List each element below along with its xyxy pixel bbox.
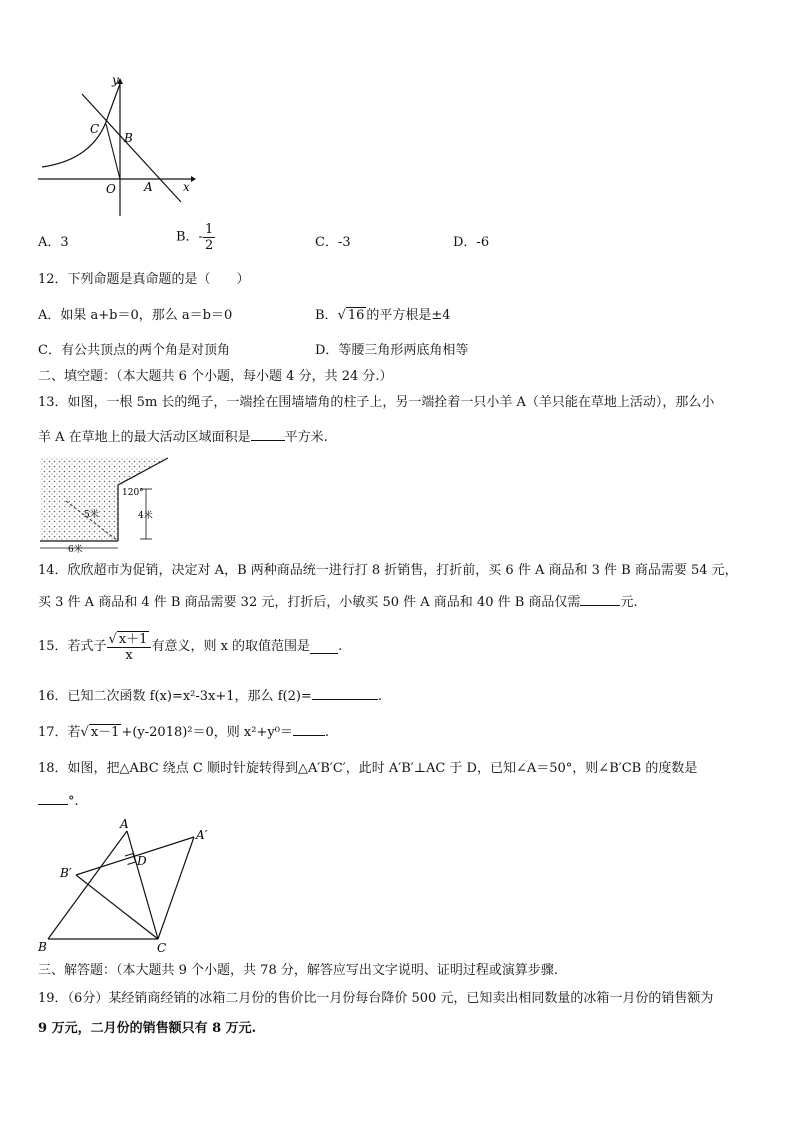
segment-oc [106,124,120,179]
sqrt-radicand: 16 [347,308,365,323]
side-ac [127,831,158,939]
q15-suffix: 有意义，则 x 的取值范围是 [151,639,311,654]
label-d: D [137,854,147,868]
sqrt-radicand: x－1 [90,725,120,740]
q11-option-c: C．-3 [315,235,351,250]
q19-line2: 9 万元，二月份的销售额只有 8 万元. [38,1021,257,1036]
section-2-heading: 二、填空题：（本大题共 6 个小题，每小题 4 分，共 24 分.） [38,369,393,384]
grass-area [40,457,118,541]
q13-line1: 13．如图，一根 5m 长的绳子，一端拴在围墙墙角的柱子上，另一端拴着一只小羊 A（羊只能在草地上活动），那么小 [38,395,715,410]
side-b2c [76,875,158,939]
sqrt-sign: √ [80,725,89,740]
answer-blank [310,641,338,654]
label-x: x [183,180,190,194]
q15-line [38,627,342,668]
q12-option-a: A．如果 a+b＝0，那么 a＝b＝0 [38,308,233,323]
q11-option-d: D．-6 [453,235,490,250]
label-angle: 120° [122,488,144,498]
answer-blank [580,593,620,606]
label-c: C [157,941,167,955]
label-c: C [90,122,100,136]
q11-function-graph [36,72,196,218]
q16-end: . [377,689,382,704]
q12-option-c: C．有公共顶点的两个角是对顶角 [38,343,230,358]
fraction-denominator: x [125,647,133,663]
q12-option-d: D．等腰三角形两底角相等 [315,343,469,358]
fraction-numerator: 1 [204,222,214,237]
section-3-heading: 三、解答题：（本大题共 9 个小题，共 78 分，解答应写出文字说明、证明过程或演算步骤. [38,963,558,978]
answer-blank [293,723,325,736]
label-a: A [144,180,153,194]
answer-blank [312,687,378,700]
q14-line2 [38,593,638,612]
q13-line2-text: 羊 A 在草地上的最大活动区域面积是 [38,430,251,445]
hyperbola-curve [42,84,120,167]
label-y: y [112,73,119,87]
q14-line2-text: 买 3 件 A 商品和 4 件 B 商品需要 32 元，打折后，小敏买 50 件 A 商品和 40 件 B 商品仅需 [38,595,581,610]
q12-option-b-suffix: 的平方根是±4 [366,308,451,323]
q18-degree: °. [68,794,79,809]
q18-line1: 18．如图，把△ABC 绕点 C 顺时针旋转得到△A′B′C′，此时 A′B′⊥AC 于 D，已知∠A＝50°，则∠B′CB 的度数是 [38,761,698,776]
q15-end: . [338,639,343,654]
label-b-prime: B′ [60,866,72,880]
sqrt-sign: √ [337,308,346,323]
fraction-numerator: √ x＋1 [107,632,152,648]
q11-option-a: A．3 [38,235,69,250]
answer-blank [38,792,68,805]
label-b: B [38,940,47,954]
q16-text: 16．已知二次函数 f(x)=x²-3x+1，那么 f(2)= [38,689,312,704]
q12-option-b-prefix: B． [315,308,338,323]
q14-line1: 14．欣欣超市为促销，决定对 A，B 两种商品统一进行打 8 折销售，打折前，买 6 件 A 商品和 3 件 B 商品需要 54 元， [38,563,738,578]
q11-option-b-fraction [203,222,215,253]
label-wall: 4米 [138,511,153,521]
label-a-prime: A′ [196,828,208,842]
answer-blank [251,428,285,441]
q17-prefix: 17．若 [38,725,81,740]
x-axis-arrow [191,176,196,182]
q19-line1: 19．（6分）某经销商经销的冰箱二月份的售价比一月份每台降价 500 元，已知卖出相同数量的冰箱一月份的销售额为 [38,991,714,1006]
side-a2b2 [76,837,194,875]
q11-option-b-prefix: B．- [176,229,203,245]
label-a: A [120,817,129,831]
sqrt-radicand: x＋1 [118,631,148,647]
side-a2c [158,837,194,939]
q18-line2 [38,792,79,811]
q15-prefix: 15．若式子 [38,639,107,654]
q15-fraction [107,632,152,663]
q12-option-b [315,307,451,325]
q12-stem: 12．下列命题是真命题的是（ ） [38,272,250,287]
side-ab [48,831,127,939]
label-rope: 5米 [84,510,99,520]
q13-line2 [38,428,328,447]
q14-line2-unit: 元. [620,595,638,610]
q13-line2-unit: 平方米. [284,430,328,445]
q13-grass-figure [38,455,172,553]
label-o: O [106,182,116,196]
q16-line [38,687,382,706]
q11-option-b [176,222,215,253]
q17-middle: +(y-2018)²＝0，则 x²+y⁰＝ [121,725,293,740]
q18-rotation-figure [36,815,226,955]
line-ab [82,94,181,202]
label-bottom: 6米 [68,545,83,553]
label-b: B [124,131,133,145]
q17-line [38,723,329,742]
q17-end: . [324,725,330,740]
fraction-denominator: 2 [204,238,214,253]
